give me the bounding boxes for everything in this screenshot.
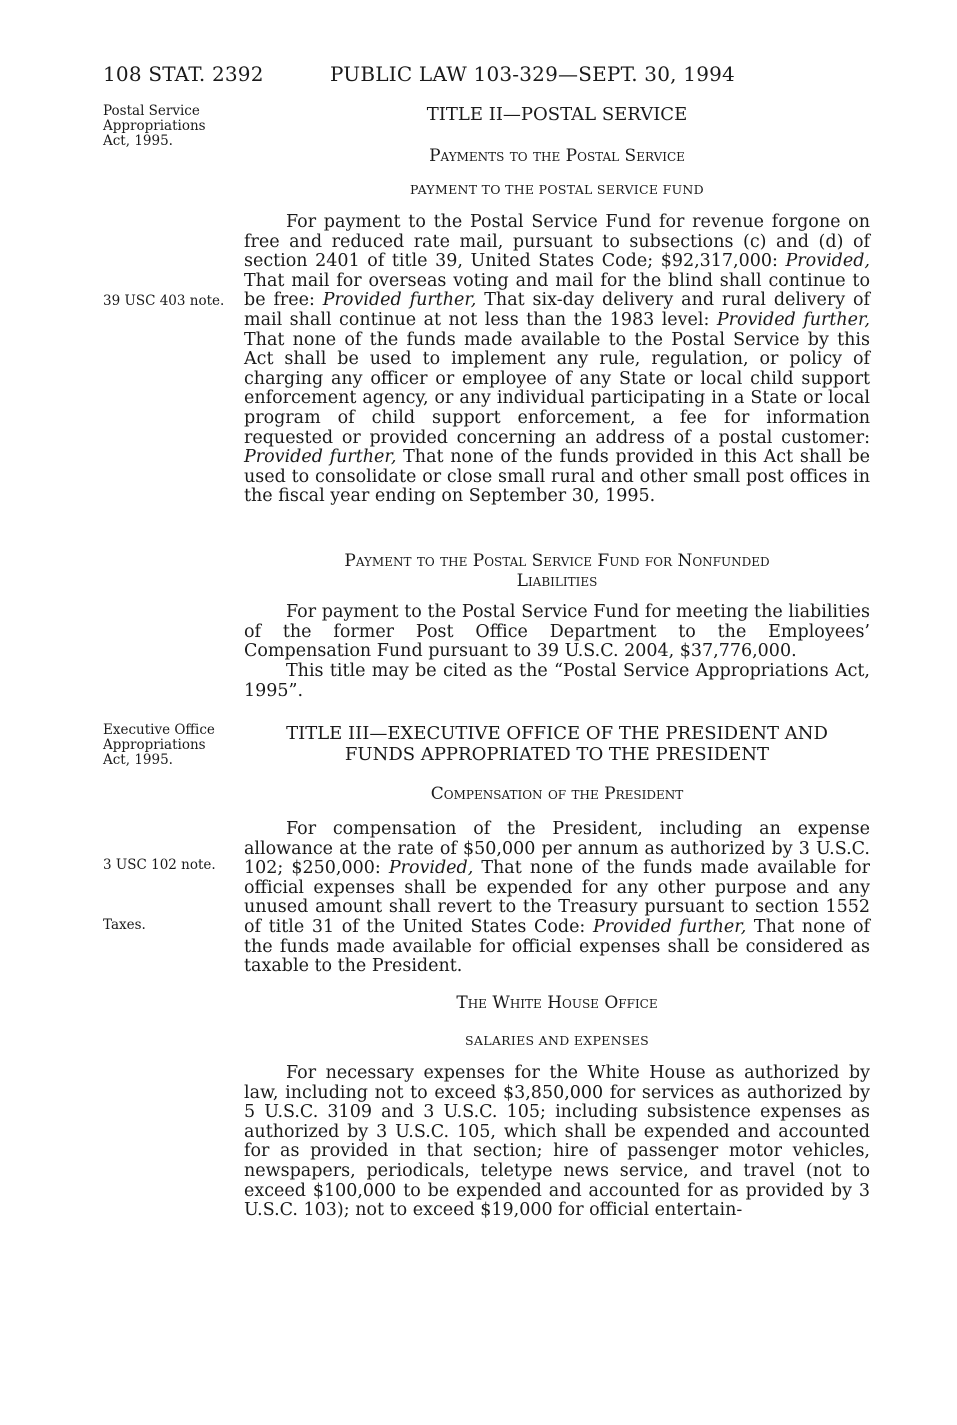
title-line: FUNDS APPROPRIATED TO THE PRESIDENT [344, 744, 770, 765]
text-run: For compensation of the President, including an expense allowance at the rate of $50,000 per annum as authorized by 3 U.S.C. 102; $250,000: [244, 819, 870, 879]
title-ii-heading: TITLE II—POSTAL SERVICE [426, 104, 688, 125]
citation-paragraph: This title may be cited as the “Postal Service Appropriations Act, 1995”. [244, 661, 870, 701]
proviso: Provided further, [592, 916, 747, 937]
nonfunded-paragraph: For payment to the Postal Service Fund for meeting the liabilities of the former Post Office Department to the Employees’ Compensation Fund pursuant to 39 U.S.C. 2004, $37,776,000. [244, 602, 870, 662]
text-run: That none of the funds made available for official expenses shall be expended for any other purpose and any unused amount shall revert to the Treasury pursuant to section 1552 of title 31 of the United States Code: [244, 858, 870, 937]
payment-fund-subheading: PAYMENT TO THE POSTAL SERVICE FUND [410, 182, 704, 197]
proviso: Provided further, [244, 447, 397, 468]
margin-note-39-usc: 39 USC 403 note. [103, 293, 225, 309]
white-house-heading: The White House Office [456, 993, 658, 1013]
margin-note-taxes: Taxes. [103, 917, 146, 933]
proviso: Provided, [388, 858, 474, 879]
heading-line: Liabilities [516, 571, 598, 591]
payments-heading: Payments to the Postal Service [429, 146, 685, 166]
compensation-paragraph [244, 820, 870, 977]
margin-note-line: Act, 1995. [103, 133, 173, 149]
white-house-paragraph: For necessary expenses for the White House as authorized by law, including not to exceed $3,850,000 for services as authorized by 5 U.S.C. 3109 and 3 U.S.C. 105; including subsistence expenses as authorized by 3 U.S.C. 105, which shall be expended and accounted for as provided in that section; hire of passenger motor vehicles, newspapers, periodicals, teletype news service, and travel (not to exceed $100,000 to be expended and accounted for as provided by 3 U.S.C. 103); not to exceed $19,000 for official entertain- [244, 1063, 870, 1221]
margin-note-postal-act [103, 104, 228, 149]
running-head: PUBLIC LAW 103-329—SEPT. 30, 1994 [330, 62, 735, 86]
margin-note-3-usc: 3 USC 102 note. [103, 857, 216, 873]
text-run: That mail for overseas voting and mail for the blind shall continue to be free: [244, 270, 870, 311]
page-reference: 108 STAT. 2392 [103, 62, 264, 86]
margin-note-line: Postal Service [103, 103, 200, 119]
heading-line: Payment to the Postal Service Fund for Nonfunded [344, 551, 770, 571]
text-run: That none of the funds provided in this Act shall be used to consolidate or close small rural and other small post offices in the fiscal year ending on September 30, 1995. [244, 447, 870, 507]
margin-note-line: Executive Office [103, 722, 215, 738]
salaries-subheading: SALARIES AND EXPENSES [465, 1033, 649, 1048]
postal-fund-paragraph [244, 213, 870, 507]
title-iii-heading [242, 723, 872, 765]
margin-note-exec-act [103, 723, 228, 768]
margin-note-line: Appropriations [103, 737, 206, 753]
margin-note-line: Act, 1995. [103, 752, 173, 768]
margin-note-line: Appropriations [103, 118, 206, 134]
title-line: TITLE III—EXECUTIVE OFFICE OF THE PRESIDENT AND [286, 723, 828, 744]
text-run: That none of the funds made available to the Postal Service by this Act shall be used to implement any rule, regulation, or policy of charging any officer or employee of any State or local child support enforcement agency, or any individual participating in a State or local program of child support enforcement, a fee for information requested or provided concerning an address of a postal customer: [244, 329, 870, 448]
proviso: Provided further, [322, 290, 477, 311]
text-run: That none of the funds made available for official expenses shall be considered as taxable to the President. [244, 916, 871, 977]
compensation-heading: Compensation of the President [430, 784, 684, 804]
proviso: Provided, [785, 251, 870, 272]
text-run: For payment to the Postal Service Fund for revenue forgone on free and reduced rate mail, pursuant to subsections (c) and (d) of section 2401 of title 39, United States Code; $92,317,000: [244, 212, 870, 272]
proviso: Provided further, [716, 309, 870, 330]
nonfunded-heading [242, 551, 872, 591]
text-run: That six-day delivery and rural delivery of mail shall continue at not less than the 1983 level: [244, 290, 870, 330]
